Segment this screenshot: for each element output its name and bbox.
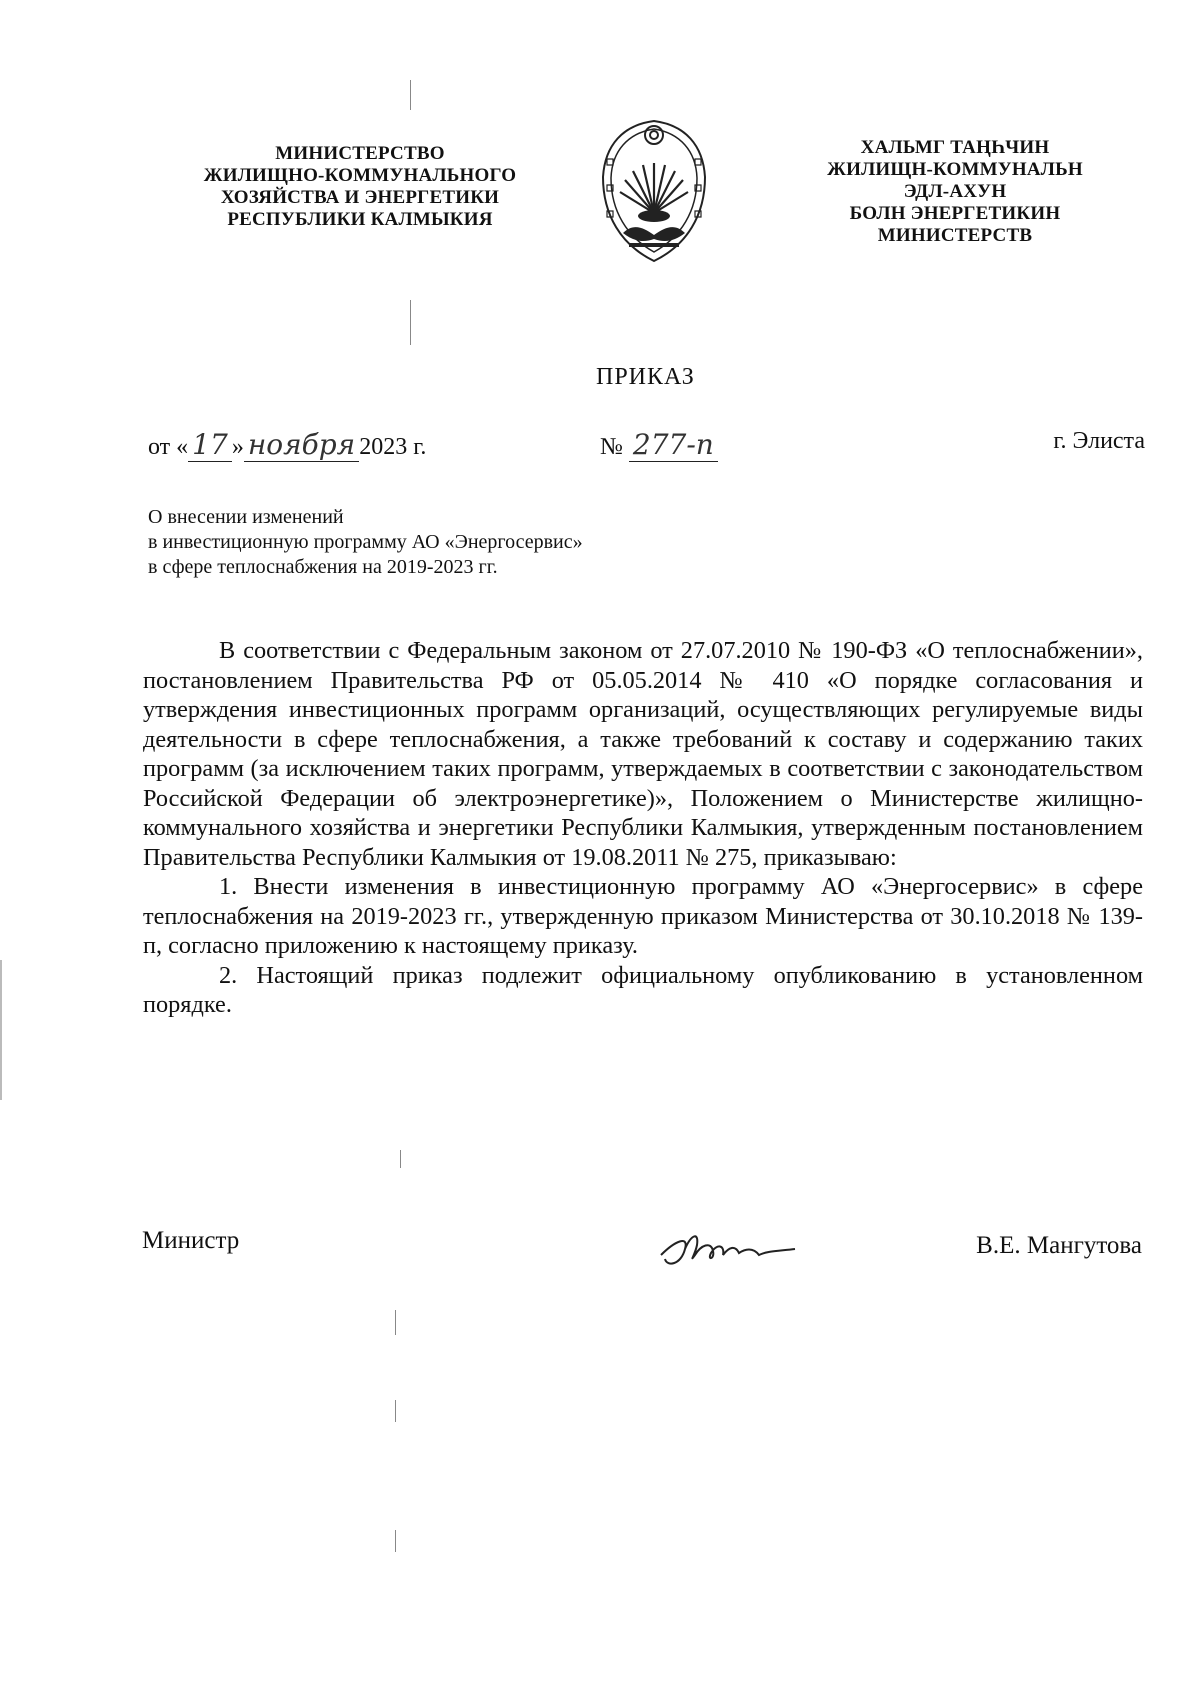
header-left-line: МИНИСТЕРСТВО (275, 143, 445, 164)
header-right-line: ХАЛЬМГ ТАҢҺЧИН (860, 137, 1050, 158)
date-mid: » (231, 434, 244, 460)
header-right-line: БОЛН ЭНЕРГЕТИКИН (849, 203, 1061, 224)
city: г. Элиста (1053, 428, 1145, 454)
subject-line: в сфере теплоснабжения на 2019-2023 гг. (148, 556, 498, 578)
ministry-name-kalmyk (790, 137, 1120, 247)
number-value: 277-п (629, 428, 718, 462)
scan-artifact (410, 300, 411, 345)
order-date (148, 428, 426, 462)
order-body (143, 636, 1143, 1020)
kalmykia-emblem-icon (593, 115, 715, 267)
preamble-paragraph: В соответствии с Федеральным законом от 27.07.2010 № 190-ФЗ «О теплоснабжении», постановлением Правительства РФ от 05.05.2014 № 410 «О порядке согласования и утверждения инвестиционных программ организаций, осуществляющих регулируемые виды деятельности в сфере теплоснабжения, а также требований к составу и содержанию таких программ (за исключением таких программ, утверждаемых в соответствии с законодательством Российской Федерации об электроэнергетике)», Положением о Министерстве жилищно-коммунального хозяйства и энергетики Республики Калмыкия, утвержденным постановлением Правительства Республики Калмыкия от 19.08.2011 № 275, приказываю: (143, 637, 1143, 871)
order-item-2: 2. Настоящий приказ подлежит официальному опубликованию в установленном порядке. (143, 961, 1143, 1018)
header-left-line: РЕСПУБЛИКИ КАЛМЫКИЯ (227, 209, 493, 230)
handwritten-signature (655, 1225, 815, 1271)
signer-position: Министр (142, 1227, 240, 1254)
header-left-line: ХОЗЯЙСТВА И ЭНЕРГЕТИКИ (220, 187, 500, 208)
order-item-1: 1. Внести изменения в инвестиционную программу АО «Энергосервис» в сфере теплоснабжения на 2019-2023 гг., утвержденную приказом Министерства от 30.10.2018 № 139-п, согласно приложению к настоящему приказу. (143, 873, 1143, 959)
scan-artifact (400, 1150, 401, 1168)
order-number (600, 428, 718, 462)
signer-name: В.Е. Мангутова (976, 1232, 1142, 1259)
subject-line: в инвестиционную программу АО «Энергосервис» (148, 531, 583, 553)
date-year: 2023 г. (359, 434, 427, 460)
scan-artifact (410, 80, 411, 110)
header-right-line: ЖИЛИЩН-КОММУНАЛЬН (827, 159, 1083, 180)
scan-artifact (395, 1310, 396, 1335)
scan-artifact (395, 1530, 396, 1552)
subject-line: О внесении изменений (148, 506, 344, 528)
date-month: ноября (244, 428, 359, 462)
date-prefix: от « (148, 434, 189, 460)
scan-artifact (395, 1400, 396, 1422)
scan-artifact (0, 960, 2, 1100)
ministry-name-russian (170, 143, 550, 231)
date-day: 17 (188, 428, 232, 462)
number-sign: № (600, 434, 623, 460)
order-subject (148, 505, 583, 580)
header-right-line: ЭДЛ-АХУН (903, 181, 1007, 202)
header-left-line: ЖИЛИЩНО-КОММУНАЛЬНОГО (203, 165, 517, 186)
document-title: ПРИКАЗ (596, 364, 695, 390)
header-right-line: МИНИСТЕРСТВ (877, 225, 1033, 246)
